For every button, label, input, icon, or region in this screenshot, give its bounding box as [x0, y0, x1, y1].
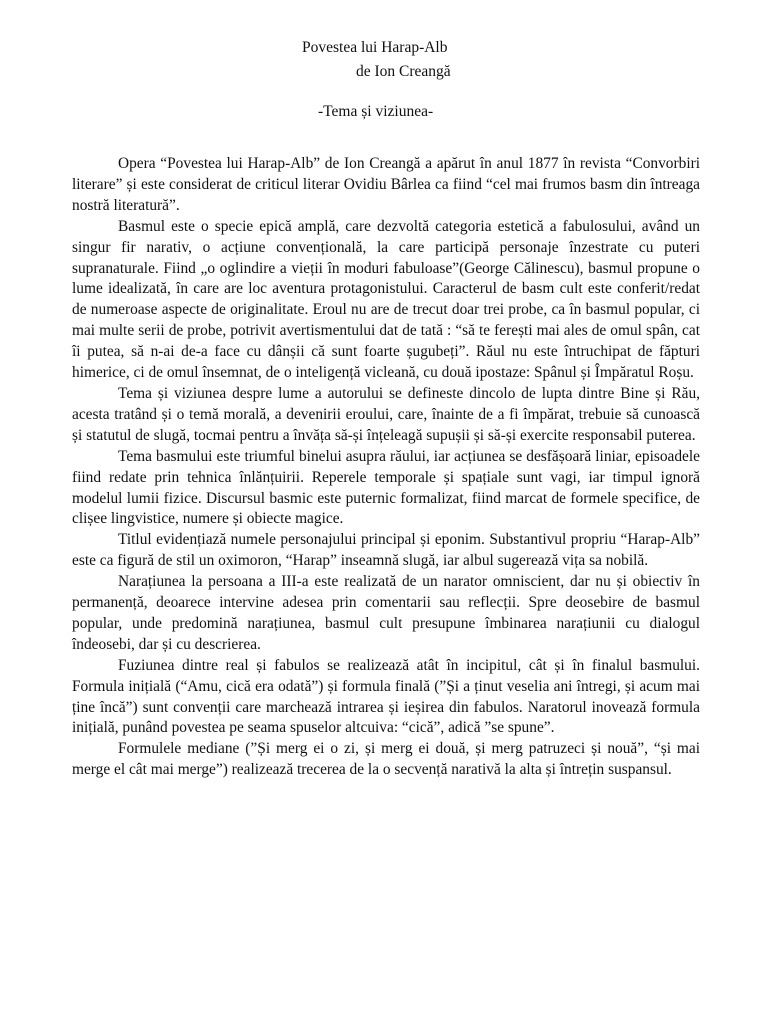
- document-title: Povestea lui Harap-Alb: [302, 39, 448, 56]
- author-line: de Ion Creangă: [356, 63, 451, 80]
- paragraph-8: Formulele mediane (”Și merg ei o zi, și merg ei două, și merg patruzeci și nouă”, “și mai merge el cât mai merge”) realizează trecerea de la o secvență narativă la alta și întrețin suspansul.: [72, 740, 700, 779]
- document-body: [72, 154, 700, 781]
- paragraph-1: Opera “Povestea lui Harap-Alb” de Ion Creangă a apărut în anul 1877 în revista “Convorbiri literare” și este considerat de criticul literar Ovidiu Bârlea ca fiind “cel mai frumos basm din întreaga nostră literatură”.: [72, 155, 700, 214]
- paragraph-2: Basmul este o specie epică amplă, care dezvoltă categoria estetică a fabulosului, având un singur fir narativ, o acțiune convențională, la care participă personaje înzestrate cu puteri supranaturale. Fiind „o oglindire a vieții în moduri fabuloase”(George Călinescu), basmul propune o lume idealizată, în care are loc aventura protagonistului. Caracterul de basm cult este conferit/redat de numeroase aspecte de originalitate. Eroul nu are de trecut doar trei probe, ca în basmul popular, ci mai multe serii de probe, potrivit avertismentului dat de tată : “să te ferești mai ales de omul spân, cat îi putea, să n-ai de-a face cu dânșii că sunt foarte șugubeți”. Răul nu este întruchipat de făpturi himerice, ci de omul însemnat, de o inteligență vicleană, cu două ipostaze: Spânul și Împăratul Roșu.: [72, 217, 700, 382]
- paragraph-3: Tema și viziunea despre lume a autorului se defineste dincolo de lupta dintre Bine și Rău, acesta tratând și o temă morală, a devenirii eroului, care, înainte de a fi împărat, trebuie să cunoască și statutul de slugă, tocmai pentru a învăța să-și înțeleagă supușii și să-și exercite responsabil puterea.: [72, 384, 700, 444]
- paragraph-4: Tema basmului este triumful binelui asupra răului, iar acțiunea se desfășoară liniar, episoadele fiind redate prin tehnica înlănțuirii. Reperele temporale și spațiale sunt vagi, iar timpul ignoră modelul lumii fizice. Discursul basmic este puternic formalizat, fiind marcat de formele specifice, de clișee lingvistice, numere și obiecte magice.: [72, 447, 700, 528]
- paragraph-6: Narațiunea la persoana a III-a este realizată de un narator omniscient, dar nu și obiectiv în permanență, deoarece intervine adesea prin comentarii sau reflecții. Spre deosebire de basmul popular, unde predomină narațiunea, basmul cult presupune îmbinarea narațiunii cu dialogul îndeosebi, dar și cu descrierea.: [72, 573, 700, 653]
- paragraph-7: Fuziunea dintre real și fabulos se realizează atât în incipitul, cât și în finalul basmului. Formula inițială (“Amu, cică era odată”) și formula finală (”Și a ținut veselia ani întregi, și acum mai ține încă”) sunt convenții care marchează intrarea și ieșirea din fabulos. Naratorul inovează formula inițială, punând povestea pe seama spuselor altcuiva: “cică”, adică ”se spune”.: [72, 656, 700, 737]
- paragraph-5: Titlul evidențiază numele personajului principal și eponim. Substantivul propriu “Harap-Alb” este ca figură de stil un oximoron, “Harap” inseamnă slugă, iar albul sugerează vița sa nobilă.: [72, 531, 700, 570]
- document-subtitle: -Tema și viziunea-: [318, 103, 434, 120]
